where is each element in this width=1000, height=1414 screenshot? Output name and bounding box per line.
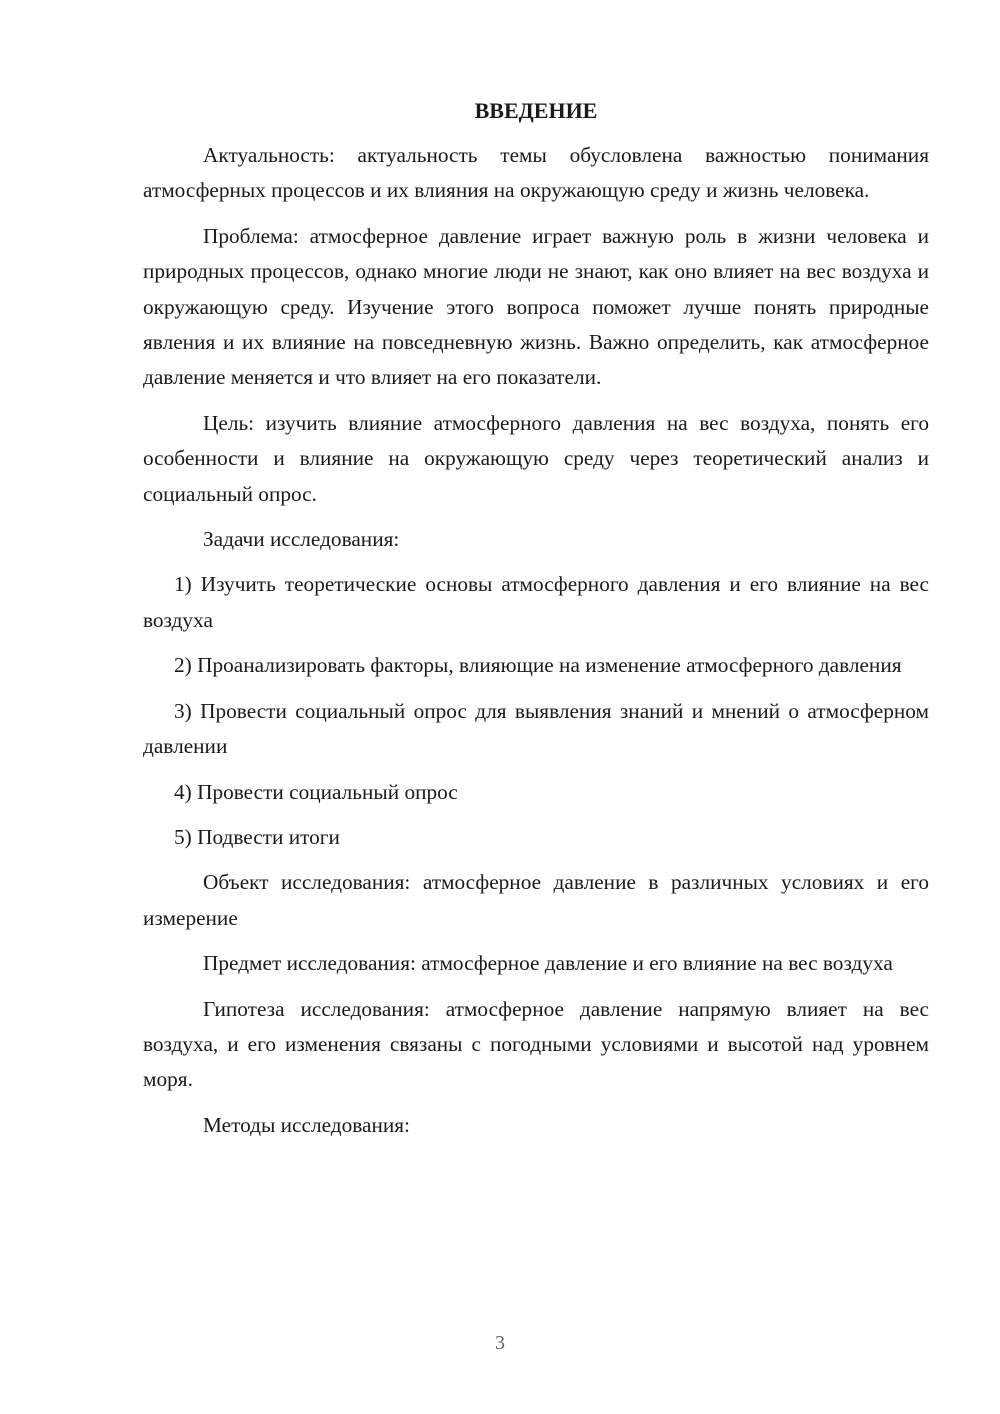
section-title: ВВЕДЕНИЕ <box>474 98 598 123</box>
paragraph-problem: Проблема: атмосферное давление играет важную роль в жизни человека и природных процессов, однако многие люди не знают, как оно влияет на вес воздуха и окружающую среду. Изучение этого вопроса поможет лучше понять природные явления и их влияние на повседневную жизнь. Важно определить, как атмосферное давление меняется и что влияет на его показатели. <box>143 223 929 390</box>
task-item-3: 3) Провести социальный опрос для выявления знаний и мнений о атмосферном давлении <box>143 698 929 759</box>
paragraph-hypothesis: Гипотеза исследования: атмосферное давление напрямую влияет на вес воздуха, и его изменения связаны с погодными условиями и высотой над уровнем моря. <box>143 996 929 1092</box>
page-number: 3 <box>495 1332 505 1354</box>
page-content <box>143 96 929 1153</box>
paragraph-relevance: Актуальность: актуальность темы обусловлена важностью понимания атмосферных процессов и их влияния на окружающую среду и жизнь человека. <box>143 143 929 203</box>
task-item-4: 4) Провести социальный опрос <box>174 779 458 804</box>
paragraph-subject: Предмет исследования: атмосферное давление и его влияние на вес воздуха <box>203 951 893 976</box>
methods-heading: Методы исследования: <box>203 1112 410 1137</box>
task-item-1: 1) Изучить теоретические основы атмосферного давления и его влияние на вес воздуха <box>143 572 929 632</box>
paragraph-object: Объект исследования: атмосферное давление в различных условиях и его измерение <box>143 870 929 930</box>
tasks-heading: Задачи исследования: <box>203 527 400 552</box>
task-item-5: 5) Подвести итоги <box>174 824 340 849</box>
paragraph-goal: Цель: изучить влияние атмосферного давления на вес воздуха, понять его особенности и влияние на окружающую среду через теоретический анализ и социальный опрос. <box>143 410 929 506</box>
task-item-2: 2) Проанализировать факторы, влияющие на изменение атмосферного давления <box>174 653 902 678</box>
